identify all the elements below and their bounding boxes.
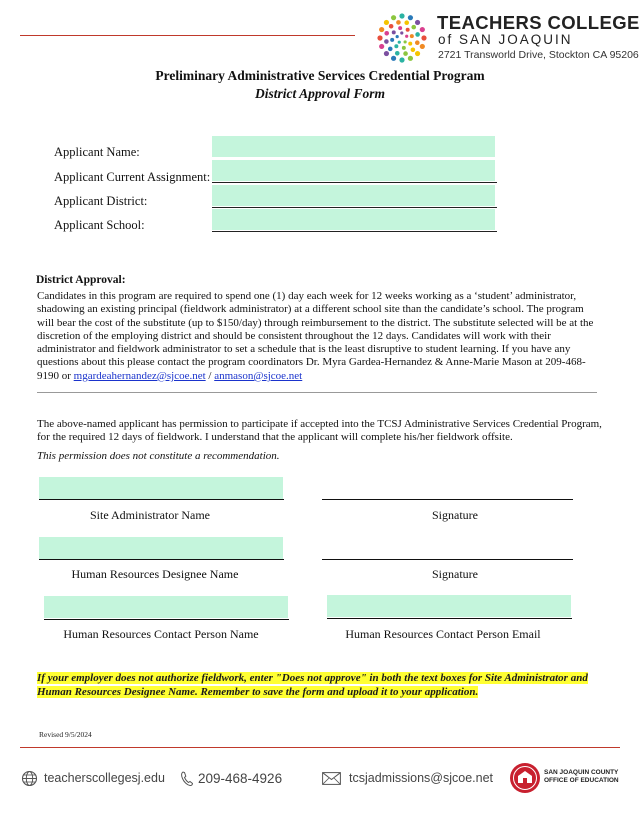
fieldwork-notice bbox=[37, 672, 602, 699]
logo-dot bbox=[408, 56, 413, 61]
globe-icon bbox=[21, 770, 38, 787]
hr-designee-name-input[interactable] bbox=[39, 537, 283, 559]
phone-icon bbox=[180, 770, 194, 787]
permission-note: This permission does not constitute a recommendation. bbox=[37, 450, 280, 462]
sjcoe-seal-icon bbox=[509, 762, 541, 794]
hr-contact-name-line bbox=[44, 619, 289, 620]
logo-dot bbox=[421, 35, 426, 40]
logo-dot bbox=[411, 47, 416, 52]
logo-dot bbox=[408, 15, 413, 20]
logo-dot bbox=[391, 56, 396, 61]
logo-dot bbox=[405, 35, 408, 38]
form-title: Preliminary Administrative Services Credential Program bbox=[155, 68, 485, 83]
logo-dot bbox=[420, 44, 425, 49]
logo-dot bbox=[390, 38, 394, 42]
signature2-line bbox=[322, 559, 573, 560]
logo-dot bbox=[400, 31, 403, 34]
logo-dot bbox=[420, 27, 425, 32]
logo-dot bbox=[384, 51, 389, 56]
logo-dot bbox=[384, 20, 389, 25]
applicant-district-input[interactable] bbox=[212, 185, 495, 206]
brand-name: TEACHERS COLLEGE bbox=[437, 12, 640, 33]
applicant-school-label: Applicant School: bbox=[54, 218, 145, 232]
logo-dot bbox=[384, 39, 389, 44]
section-divider bbox=[37, 392, 597, 393]
header-divider bbox=[20, 35, 355, 36]
hr-contact-email-input[interactable] bbox=[327, 595, 571, 617]
logo-dot bbox=[415, 20, 420, 25]
applicant-assignment-label: Applicant Current Assignment: bbox=[54, 170, 211, 184]
tcsj-logo-icon bbox=[376, 12, 428, 64]
logo-dot bbox=[394, 44, 398, 48]
applicant-name-input[interactable] bbox=[212, 136, 495, 157]
signature2-label: Signature bbox=[432, 567, 478, 581]
logo-dot bbox=[406, 28, 410, 32]
logo-dot bbox=[402, 46, 406, 50]
form-subtitle: District Approval Form bbox=[254, 86, 385, 101]
logo-dot bbox=[410, 34, 414, 38]
applicant-name-label: Applicant Name: bbox=[54, 145, 140, 159]
logo-dot bbox=[396, 20, 401, 25]
logo-dot bbox=[395, 51, 400, 56]
footer-email[interactable]: tcsjadmissions@sjcoe.net bbox=[349, 771, 493, 785]
fieldwork-notice-text: If your employer does not authorize fieldwork, enter "Does not approve" in both the text boxes for Site Administrator and Human Resources Designee Name. Remember to save the form and upload it to your application. bbox=[37, 672, 588, 698]
sjcoe-name bbox=[544, 769, 619, 785]
logo-dot bbox=[404, 20, 409, 25]
logo-dot bbox=[408, 42, 412, 46]
logo-dot bbox=[404, 40, 407, 43]
permission-text: The above-named applicant has permission to participate if accepted into the TCSJ Administrative Services Credential Program, for the required 12 days of fieldwork. I understand that the applicant will complete his/her fieldwork offsite. bbox=[37, 418, 602, 444]
logo-dot bbox=[398, 26, 402, 30]
logo-dot bbox=[377, 35, 382, 40]
logo-dot bbox=[396, 35, 399, 38]
sjcoe-name-line2: OFFICE OF EDUCATION bbox=[544, 777, 619, 784]
district-approval-text bbox=[37, 290, 602, 383]
district-approval-heading: District Approval: bbox=[36, 274, 126, 286]
district-underline bbox=[212, 207, 497, 208]
logo-dot bbox=[384, 31, 389, 36]
footer-divider bbox=[20, 747, 620, 748]
logo-dot bbox=[415, 40, 420, 45]
logo-dot bbox=[415, 51, 420, 56]
site-administrator-label: Site Administrator Name bbox=[90, 508, 210, 522]
logo-dot bbox=[398, 41, 401, 44]
logo-dot bbox=[388, 47, 393, 52]
site-administrator-line bbox=[39, 499, 284, 500]
logo-dot bbox=[391, 15, 396, 20]
site-administrator-name-input[interactable] bbox=[39, 477, 283, 499]
logo-dot bbox=[403, 51, 408, 56]
logo-dot bbox=[399, 57, 404, 62]
footer-phone[interactable]: 209-468-4926 bbox=[198, 771, 283, 786]
logo-dot bbox=[389, 24, 394, 29]
applicant-district-label: Applicant District: bbox=[54, 194, 148, 208]
logo-dot bbox=[415, 32, 420, 37]
hr-contact-name-label: Human Resources Contact Person Name bbox=[63, 627, 259, 641]
email-link-gardea[interactable]: mgardeahernandez@sjcoe.net bbox=[73, 369, 206, 382]
school-underline bbox=[212, 231, 497, 232]
mail-icon bbox=[322, 772, 341, 785]
assignment-underline bbox=[212, 182, 497, 183]
logo-dot bbox=[379, 44, 384, 49]
applicant-assignment-input[interactable] bbox=[212, 160, 495, 181]
hr-contact-name-input[interactable] bbox=[44, 596, 288, 618]
sjcoe-name-line1: SAN JOAQUIN COUNTY bbox=[544, 769, 619, 776]
signature1-line bbox=[322, 499, 573, 500]
applicant-school-input[interactable] bbox=[212, 209, 495, 230]
hr-designee-line bbox=[39, 559, 284, 560]
logo-dot bbox=[399, 13, 404, 18]
logo-dot bbox=[379, 27, 384, 32]
hr-contact-email-line bbox=[327, 618, 572, 619]
signature1-label: Signature bbox=[432, 508, 478, 522]
email-separator: / bbox=[205, 369, 215, 382]
logo-dot bbox=[411, 25, 416, 30]
email-link-mason[interactable]: anmason@sjcoe.net bbox=[214, 369, 303, 382]
logo-dot bbox=[392, 30, 396, 34]
hr-contact-email-label: Human Resources Contact Person Email bbox=[345, 627, 541, 641]
revised-date: Revised 9/5/2024 bbox=[39, 730, 92, 739]
brand-address: 2721 Transworld Drive, Stockton CA 95206 bbox=[438, 49, 639, 61]
hr-designee-label: Human Resources Designee Name bbox=[71, 567, 239, 581]
district-approval-body: Candidates in this program are required to spend one (1) day each week for 12 weeks working as a ‘student’ administrator, shadowing an existing principal (fieldwork administrator) at a different school site than the candidate’s school. The program will bear the cost of the substitute (up to $150/day) through reimbursement to the district. The substitute selected will be at the discretion of the employing district and should be consistent throughout the 12 days. Candidates will work with their administrator and fieldwork administrator to set a schedule that is the least disruptive to student learning. If you have any questions about this please contact the program coordinators Dr. Myra Gardea-Hernandez & Anne-Marie Mason at 209-468-9190 or bbox=[37, 290, 594, 382]
brand-subname: of SAN JOAQUIN bbox=[438, 32, 573, 47]
footer-website[interactable]: teacherscollegesj.edu bbox=[44, 771, 165, 785]
